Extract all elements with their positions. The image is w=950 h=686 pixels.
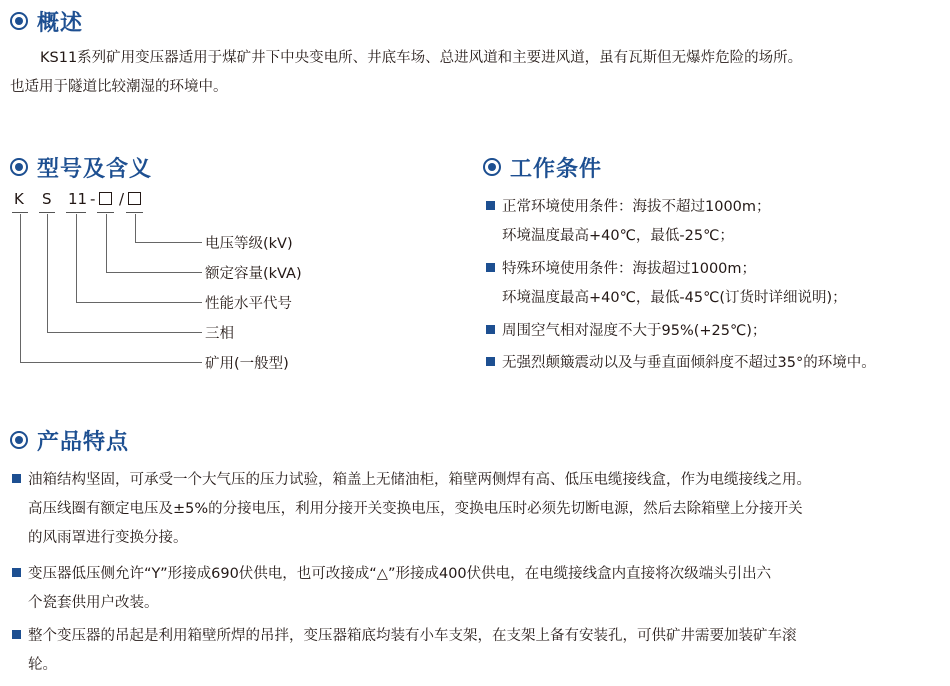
features-title: 产品特点	[37, 429, 130, 455]
features-heading	[10, 425, 129, 455]
square-bullet-icon	[486, 263, 495, 272]
model-code-diagram	[0, 190, 330, 380]
code-11: 11	[68, 190, 88, 208]
placeholder-box-icon	[128, 192, 141, 205]
radio-bullet-icon	[483, 158, 501, 176]
label-rated-capacity: 额定容量(kVA)	[205, 266, 302, 282]
model-title: 型号及含义	[37, 156, 153, 182]
code-slash: /	[119, 190, 125, 208]
label-performance-code: 性能水平代号	[205, 296, 292, 312]
square-bullet-icon	[486, 357, 495, 366]
code-k: K	[14, 190, 24, 208]
feature-item-lifting: 整个变压器的吊起是利用箱壁所焊的吊拌，变压器箱底均装有小车支架，在支架上备有安装孔，可供矿井需要加装矿车滚 轮。	[12, 622, 947, 680]
square-bullet-icon	[12, 474, 21, 483]
label-three-phase: 三相	[205, 326, 234, 342]
square-bullet-icon	[486, 201, 495, 210]
overview-line-1: KS11系列矿用变压器适用于煤矿井下中央变电所、井底车场、总进风道和主要进风道，虽有瓦斯但无爆炸危险的场所。	[40, 50, 803, 66]
square-bullet-icon	[12, 568, 21, 577]
feature-item-low-voltage: 变压器低压侧允许“Y”形接成690伏供电，也可改接成“△”形接成400伏供电，在电缆接线盒内直接将次级端头引出六 个瓷套供用户改装。	[12, 560, 947, 618]
overview-heading	[10, 6, 83, 36]
label-voltage-class: 电压等级(kV)	[205, 236, 293, 252]
placeholder-box-icon	[99, 192, 112, 205]
feature-item-tank: 油箱结构坚固，可承受一个大气压的压力试验，箱盖上无储油柜，箱壁两侧焊有高、低压电缆接线盒，作为电缆接线之用。 高压线圈有额定电压及±5%的分接电压，利用分接开关变换电压，变换电压时必须先切断电源，然后去除箱壁上分接开关 的风雨罩进行变换分接。	[12, 466, 947, 553]
radio-bullet-icon	[10, 431, 28, 449]
condition-item-special: 特殊环境使用条件：海拔超过1000m； 环境温度最高+40℃，最低-45℃(订货时详细说明)；	[486, 255, 847, 313]
model-heading	[10, 152, 152, 182]
square-bullet-icon	[12, 630, 21, 639]
code-capacity-box	[99, 190, 112, 208]
overview-line-2: 也适用于隧道比较潮湿的环境中。	[10, 79, 228, 95]
overview-title: 概述	[37, 10, 84, 36]
condition-item-vibration: 无强烈颠簸震动以及与垂直面倾斜度不超过35°的环境中。	[486, 349, 876, 378]
condition-item-humidity: 周围空气相对湿度不大于95%(+25℃)；	[486, 317, 766, 346]
label-mining-type: 矿用(一般型)	[205, 356, 289, 372]
conditions-title: 工作条件	[510, 156, 603, 182]
square-bullet-icon	[486, 325, 495, 334]
overview-text	[10, 44, 945, 102]
conditions-heading	[483, 152, 602, 182]
condition-item-normal: 正常环境使用条件：海拔不超过1000m； 环境温度最高+40℃，最低-25℃；	[486, 193, 771, 251]
code-voltage-box	[128, 190, 141, 208]
radio-bullet-icon	[10, 12, 28, 30]
radio-bullet-icon	[10, 158, 28, 176]
code-s: S	[42, 190, 52, 208]
code-dash: -	[90, 190, 96, 208]
